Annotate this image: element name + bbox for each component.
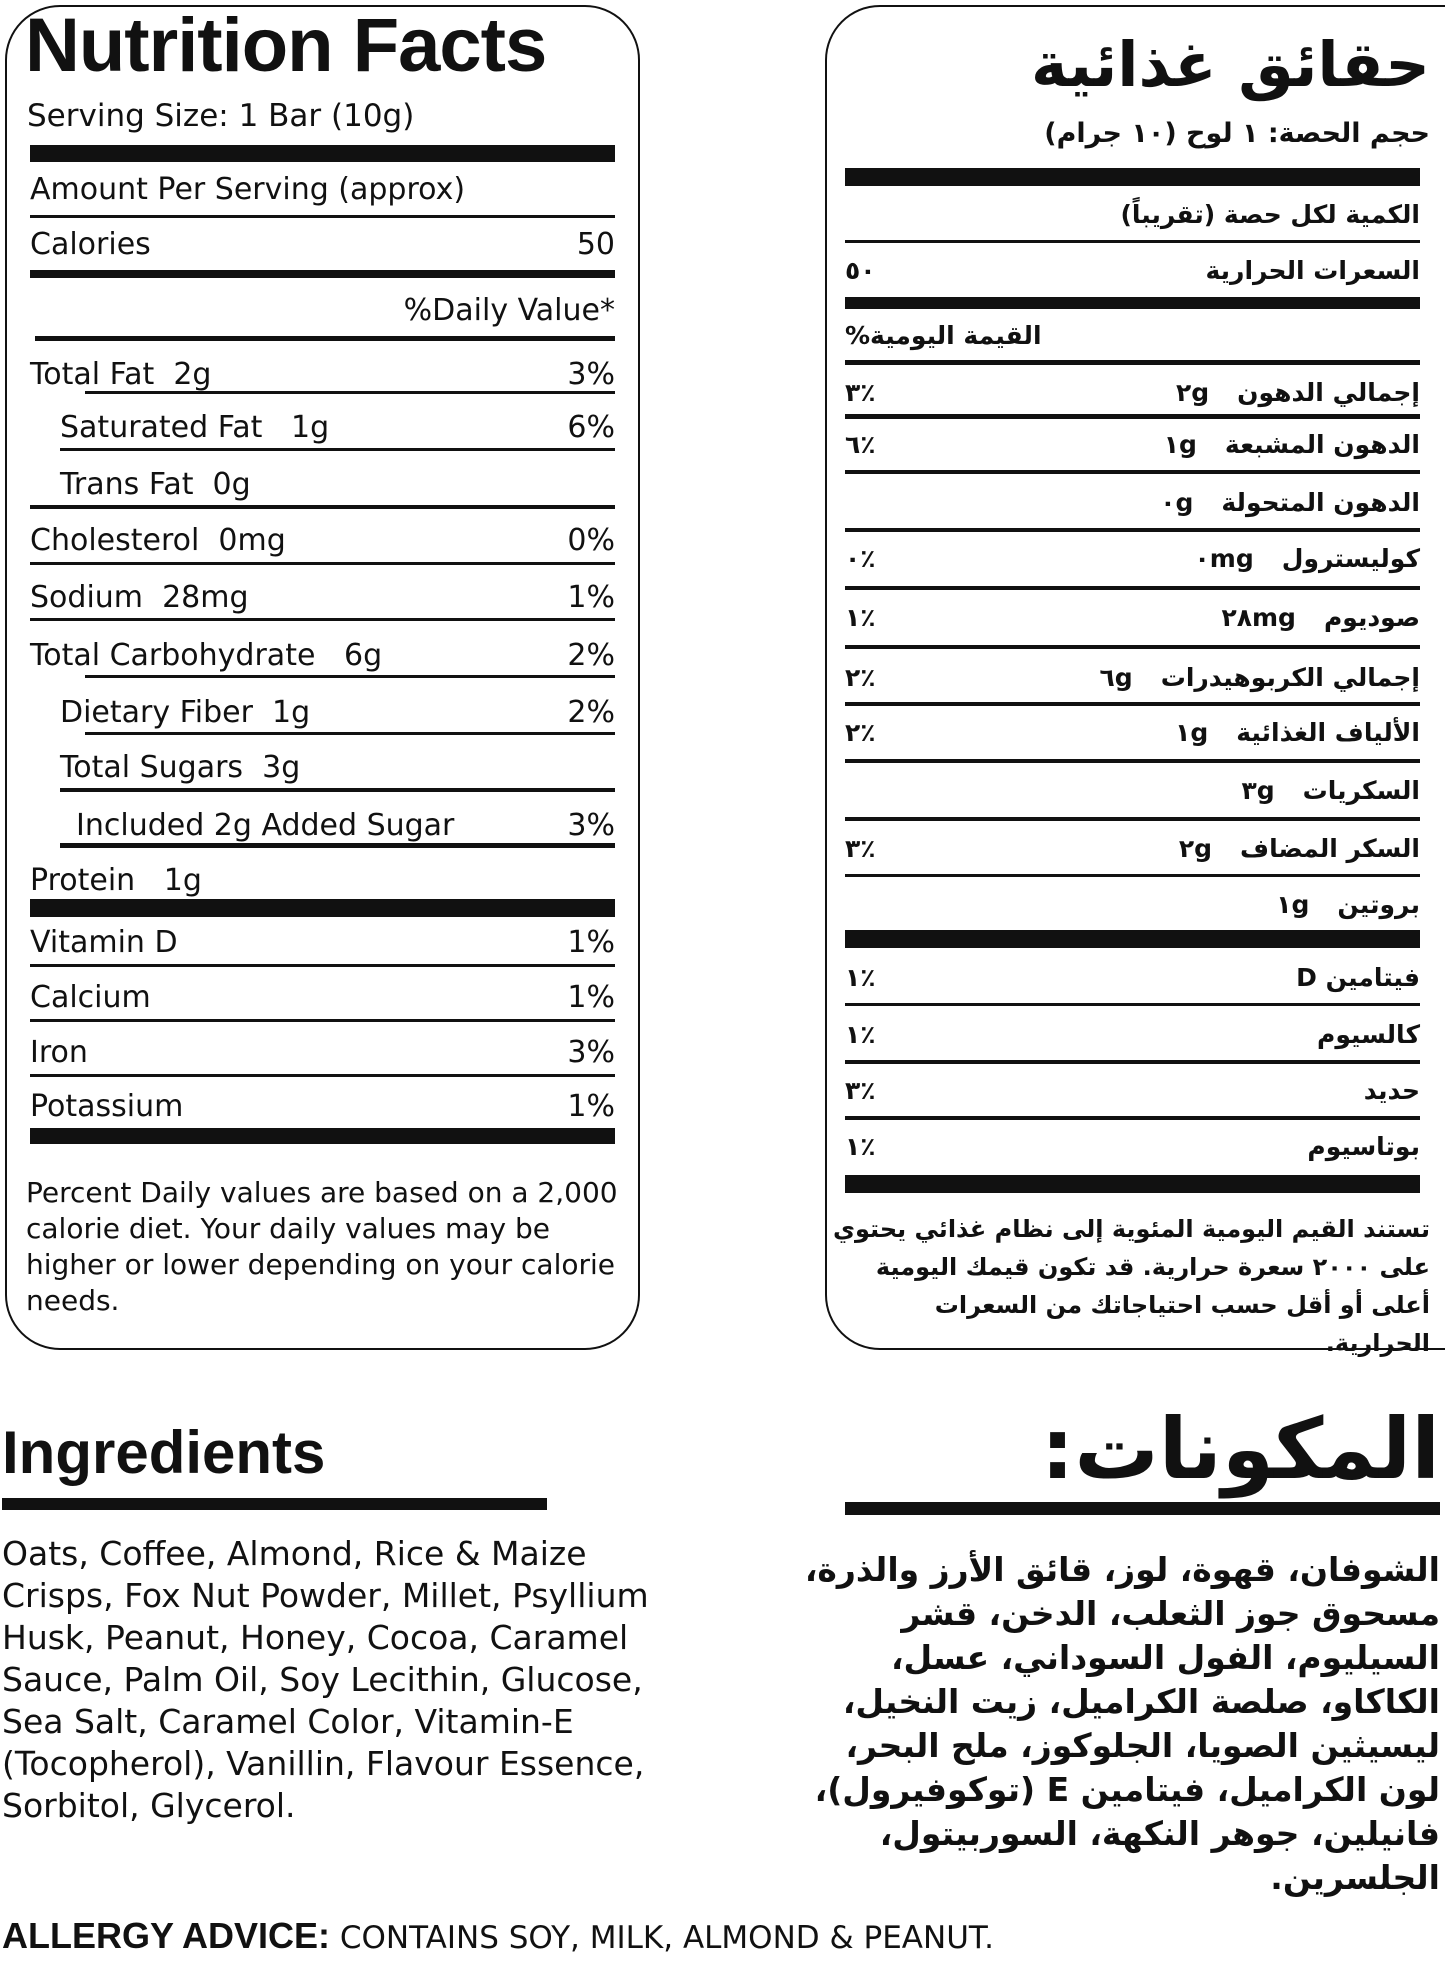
nutrient-row bbox=[30, 633, 615, 677]
vitamin-name: Calcium bbox=[30, 979, 151, 1015]
vitamin-row bbox=[30, 1084, 615, 1128]
nutrient-name-ar: صوديوم bbox=[1323, 602, 1420, 632]
vitamin-daily-value-ar: ١٪ bbox=[845, 1131, 876, 1161]
row-divider bbox=[85, 732, 615, 735]
nutrient-name: Total Fat 2g bbox=[30, 356, 212, 392]
row-divider bbox=[845, 645, 1420, 649]
ingredients-title-ar: المكونات: bbox=[1040, 1400, 1440, 1498]
row-divider bbox=[30, 964, 615, 967]
nutrient-name: Sodium 28mg bbox=[30, 579, 249, 615]
nutrient-row bbox=[60, 462, 615, 506]
vitamin-daily-value: 1% bbox=[567, 979, 615, 1015]
amount-per-serving-ar: الكمية لكل حصة (تقريباً) bbox=[1120, 199, 1420, 229]
vitamin-daily-value: 1% bbox=[567, 1088, 615, 1124]
nutrient-row bbox=[60, 690, 615, 734]
row-divider bbox=[30, 618, 615, 621]
nutrient-daily-value: 3% bbox=[567, 356, 615, 392]
nutrient-row bbox=[30, 575, 615, 619]
divider bbox=[30, 215, 615, 218]
vitamin-daily-value: 3% bbox=[567, 1034, 615, 1070]
vitamin-row-ar bbox=[845, 1068, 1420, 1112]
calories-row: Calories 50 bbox=[30, 226, 615, 262]
nutrient-row-ar bbox=[845, 480, 1420, 524]
nutrient-name: Total Carbohydrate 6g bbox=[30, 637, 383, 673]
nutrient-amount-ar: ٠g bbox=[1160, 487, 1194, 517]
vitamin-daily-value: 1% bbox=[567, 924, 615, 960]
ingredients-underline-ar bbox=[845, 1502, 1440, 1515]
thick-divider bbox=[30, 145, 615, 162]
nutrient-daily-value: 3% bbox=[567, 807, 615, 843]
row-divider bbox=[60, 448, 615, 451]
nutrient-name: Cholesterol 0mg bbox=[30, 522, 286, 558]
nutrient-amount-ar: ١g bbox=[1175, 717, 1209, 747]
nutrient-amount-ar: ٦g bbox=[1099, 662, 1133, 692]
calories-value: 50 bbox=[576, 226, 615, 262]
row-divider bbox=[845, 1003, 1420, 1006]
vitamin-row-ar bbox=[845, 1124, 1420, 1168]
nutrient-name-ar: بروتين bbox=[1337, 889, 1420, 919]
nutrient-name: Dietary Fiber 1g bbox=[60, 694, 311, 730]
nutrient-daily-value-ar: ٢٪ bbox=[845, 662, 876, 692]
nutrient-name: Protein 1g bbox=[30, 862, 202, 898]
nutrient-daily-value: 1% bbox=[567, 579, 615, 615]
nutrient-name-ar: الدهون المتحولة bbox=[1221, 487, 1420, 517]
nutrient-row-ar bbox=[845, 595, 1420, 639]
nutrient-row-ar bbox=[845, 655, 1420, 699]
nutrition-facts-title-ar: حقائق غذائية bbox=[1031, 28, 1430, 101]
nutrient-daily-value-ar: ٠٪ bbox=[845, 543, 876, 573]
ingredients-title: Ingredients bbox=[2, 1419, 326, 1486]
nutrient-row-ar bbox=[845, 422, 1420, 466]
row-divider bbox=[30, 1074, 615, 1077]
row-divider bbox=[30, 505, 615, 509]
nutrient-daily-value-ar: ٦٪ bbox=[845, 429, 876, 459]
nutrient-daily-value: 0% bbox=[567, 522, 615, 558]
nutrient-amount-ar: ١g bbox=[1276, 889, 1310, 919]
vitamin-name-ar: بوتاسيوم bbox=[1307, 1131, 1420, 1161]
row-divider bbox=[845, 874, 1420, 877]
nutrient-row-ar bbox=[845, 826, 1420, 870]
divider bbox=[845, 360, 1420, 365]
divider bbox=[35, 336, 615, 341]
vitamin-row bbox=[30, 920, 615, 964]
divider bbox=[30, 270, 615, 278]
row-divider bbox=[845, 586, 1420, 590]
row-divider bbox=[845, 702, 1420, 706]
nutrient-row-ar bbox=[845, 370, 1420, 414]
row-divider bbox=[845, 414, 1420, 419]
nutrient-row-ar bbox=[845, 882, 1420, 926]
row-divider bbox=[85, 675, 615, 678]
nutrient-amount-ar: ١g bbox=[1163, 429, 1197, 459]
nutrient-row-ar bbox=[845, 768, 1420, 812]
nutrient-row bbox=[30, 518, 615, 562]
nutrient-row bbox=[76, 803, 615, 847]
nutrient-daily-value-ar: ٢٪ bbox=[845, 717, 876, 747]
row-divider bbox=[845, 528, 1420, 532]
vitamin-row bbox=[30, 1030, 615, 1074]
nutrient-amount-ar: ٣g bbox=[1241, 775, 1275, 805]
allergy-label: ALLERGY ADVICE: bbox=[2, 1915, 331, 1956]
nutrient-name-ar: الألياف الغذائية bbox=[1236, 717, 1420, 747]
nutrient-name-ar: الدهون المشبعة bbox=[1224, 429, 1420, 459]
nutrient-name: Total Sugars 3g bbox=[60, 749, 301, 785]
nutrient-row-ar bbox=[845, 536, 1420, 580]
vitamin-name: Potassium bbox=[30, 1088, 184, 1124]
divider bbox=[845, 240, 1420, 243]
nutrient-daily-value-ar: ١٪ bbox=[845, 602, 876, 632]
vitamin-row bbox=[30, 975, 615, 1019]
vitamin-row-ar bbox=[845, 955, 1420, 999]
ingredients-text: Oats, Coffee, Almond, Rice & Maize Crisps, Fox Nut Powder, Millet, Psyllium Husk, Peanut, Honey, Cocoa, Caramel Sauce, Palm Oil, Soy Lecithin, Glucose, Sea Salt, Caramel Color, Vitamin-E (Tocopherol), Vanillin, Flavour Essence, Sorbitol, Glycerol. bbox=[2, 1534, 649, 1825]
row-divider bbox=[845, 1175, 1420, 1193]
nutrient-amount-ar: ٢g bbox=[1175, 377, 1210, 407]
nutrient-name-ar: إجمالي الدهون bbox=[1237, 377, 1420, 407]
row-divider bbox=[845, 1116, 1420, 1120]
nutrient-daily-value: 2% bbox=[567, 694, 615, 730]
daily-value-footnote-ar: تستند القيم اليومية المئوية إلى نظام غذائي يحتوي على ٢٠٠٠ سعرة حرارية. قد تكون قيمك اليومية أعلى أو أقل حسب احتياجاتك من السعرات الحرارية. bbox=[833, 1215, 1430, 1357]
row-divider bbox=[845, 470, 1420, 474]
nutrient-row-ar bbox=[845, 710, 1420, 754]
nutrient-daily-value-ar: ٣٪ bbox=[845, 377, 876, 407]
row-divider bbox=[845, 1060, 1420, 1064]
vitamin-row-ar bbox=[845, 1012, 1420, 1056]
nutrient-amount-ar: ٢g bbox=[1178, 833, 1213, 863]
row-divider bbox=[845, 930, 1420, 948]
serving-size: Serving Size: 1 Bar (10g) bbox=[27, 98, 415, 134]
divider bbox=[845, 297, 1420, 309]
calories-row-ar: ٥٠ السعرات الحرارية bbox=[845, 255, 1420, 285]
vitamin-name-ar: حديد bbox=[1363, 1075, 1420, 1105]
row-divider bbox=[30, 1019, 615, 1022]
vitamin-name-ar: فيتامين D bbox=[1296, 962, 1420, 992]
row-divider bbox=[85, 391, 615, 394]
nutrient-name-ar: إجمالي الكربوهيدرات bbox=[1160, 662, 1420, 692]
nutrient-name: Saturated Fat 1g bbox=[60, 409, 330, 445]
row-divider bbox=[60, 788, 615, 792]
row-divider bbox=[845, 817, 1420, 821]
row-divider bbox=[845, 759, 1420, 763]
nutrient-row bbox=[60, 745, 615, 789]
row-divider bbox=[30, 899, 615, 917]
nutrient-daily-value: 6% bbox=[567, 409, 615, 445]
nutrient-name-ar: كوليسترول bbox=[1281, 543, 1420, 573]
allergy-text: CONTAINS SOY, MILK, ALMOND & PEANUT. bbox=[339, 1920, 994, 1956]
vitamin-name: Vitamin D bbox=[30, 924, 178, 960]
nutrient-name: Trans Fat 0g bbox=[60, 466, 251, 502]
row-divider bbox=[60, 843, 615, 848]
nutrient-row bbox=[30, 858, 615, 902]
nutrient-daily-value-ar: ٣٪ bbox=[845, 833, 876, 863]
allergy-advice bbox=[2, 1915, 994, 1957]
row-divider bbox=[30, 562, 615, 565]
vitamin-name: Iron bbox=[30, 1034, 88, 1070]
ingredients-underline bbox=[2, 1498, 547, 1510]
nutrient-row bbox=[60, 405, 615, 449]
nutrient-name-ar: السكريات bbox=[1302, 775, 1420, 805]
daily-value-header: %Daily Value* bbox=[403, 292, 615, 328]
nutrient-amount-ar: ٠mg bbox=[1194, 543, 1254, 573]
thick-divider bbox=[845, 168, 1420, 186]
daily-value-header-ar: القيمة اليومية% bbox=[845, 320, 1042, 350]
amount-per-serving: Amount Per Serving (approx) bbox=[30, 171, 466, 207]
nutrient-row bbox=[30, 352, 615, 396]
nutrient-amount-ar: ٢٨mg bbox=[1221, 602, 1296, 632]
vitamin-daily-value-ar: ١٪ bbox=[845, 1019, 876, 1049]
vitamin-name-ar: كالسيوم bbox=[1317, 1019, 1420, 1049]
ingredients-text-ar: الشوفان، قهوة، لوز، قائق الأرز والذرة، مسحوق جوز الثعلب، الدخن، قشر السيليوم، الفول السوداني، عسل، الكاكاو، صلصة الكراميل، زيت النخيل، ليسيثين الصويا، الجلوكوز، ملح البحر، لون الكراميل، فيتامين E (توكوفيرول)، فانيلين، جوهر النكهة، السوربيتول، الجلسرين. bbox=[804, 1550, 1440, 1897]
vitamin-daily-value-ar: ١٪ bbox=[845, 962, 876, 992]
nutrient-daily-value: 2% bbox=[567, 637, 615, 673]
vitamin-daily-value-ar: ٣٪ bbox=[845, 1075, 876, 1105]
serving-size-ar: حجم الحصة: ١ لوح (١٠ جرام) bbox=[1044, 118, 1430, 149]
row-divider bbox=[30, 1128, 615, 1144]
daily-value-footnote: Percent Daily values are based on a 2,000 calorie diet. Your daily values may be higher or lower depending on your calorie needs. bbox=[26, 1176, 618, 1317]
nutrition-facts-title: Nutrition Facts bbox=[25, 3, 547, 88]
nutrient-name-ar: السكر المضاف bbox=[1240, 833, 1420, 863]
nutrient-name: Included 2g Added Sugar bbox=[76, 807, 455, 843]
